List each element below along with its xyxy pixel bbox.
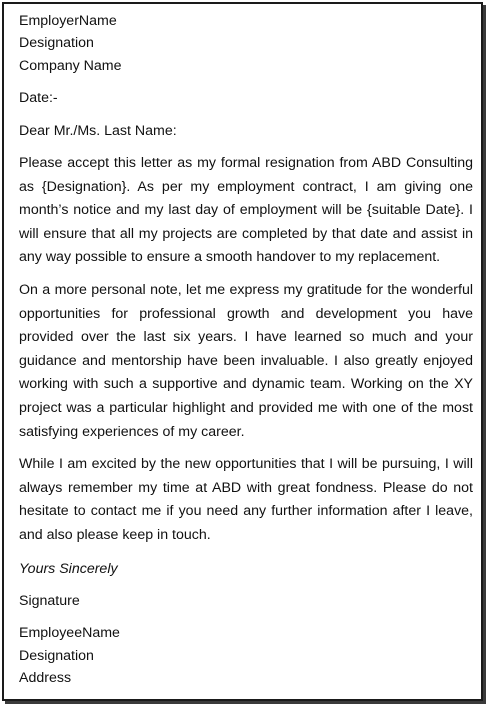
employee-block xyxy=(19,622,473,689)
sender-block xyxy=(19,10,473,77)
employee-name: EmployeeName xyxy=(19,625,120,642)
company-name: Company Name xyxy=(19,57,122,74)
signature-label: Signature xyxy=(19,592,80,609)
employer-designation: Designation xyxy=(19,35,94,52)
paragraph-1: Please accept this letter as my formal resignation from ABD Consulting as {Designation}. As per my employment contract, I am giving one month’s notice and my last day of employment will be {suitable Date}. I will ensure that all my projects are completed by that date and assist in any way possible to ensure a smooth handover to my replacement. xyxy=(19,155,473,266)
closing: Yours Sincerely xyxy=(19,560,118,577)
paragraph-2: On a more personal note, let me express my gratitude for the wonderful opportunities for professional growth and development you have provided over the last six years. I have learned so much and your guidance and mentorship have been invaluable. I also greatly enjoyed working with such a supportive and dynamic team. Working on the XY project was a particular highlight and provided me with one of the most satisfying experiences of my career. xyxy=(19,282,473,440)
paragraph-3: While I am excited by the new opportunities that I will be pursuing, I will always remember my time at ABD with great fondness. Please do not hesitate to contact me if you need any further information after I leave, and also please keep in touch. xyxy=(19,456,473,543)
employer-name: EmployerName xyxy=(19,13,117,29)
salutation: Dear Mr./Ms. Last Name: xyxy=(19,122,177,139)
letter-frame xyxy=(2,2,483,701)
employee-address: Address xyxy=(19,670,72,687)
letter-body xyxy=(19,10,473,690)
date-label: Date:- xyxy=(19,90,58,107)
employee-designation: Designation xyxy=(19,647,94,664)
